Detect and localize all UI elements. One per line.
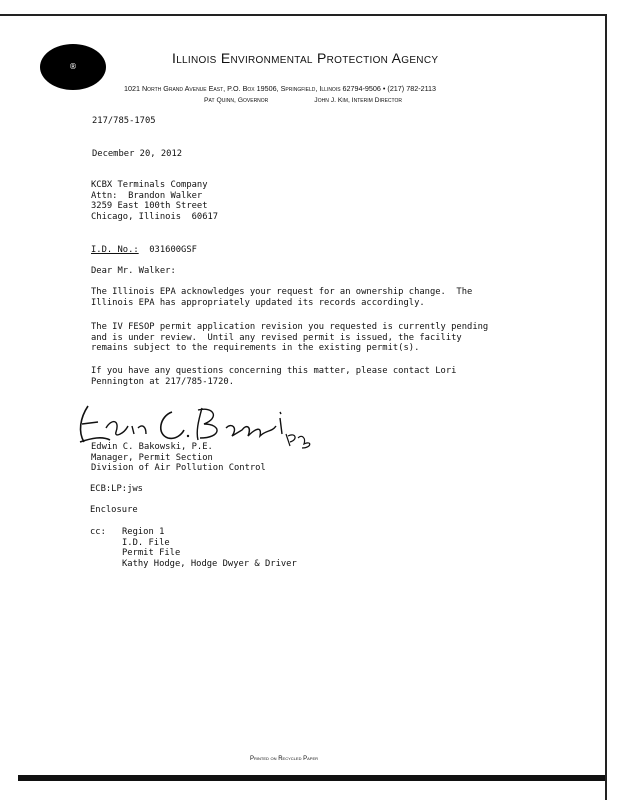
cc-item: Permit File xyxy=(122,548,181,558)
recipient-line: KCBX Terminals Company xyxy=(91,180,208,190)
page-border-top xyxy=(0,14,607,16)
director-name: John J. Kim, Interim Director xyxy=(314,97,402,104)
recycled-paper-note: Printed on Recycled Paper xyxy=(250,756,319,762)
agency-name: Illinois Environmental Protection Agency xyxy=(172,50,439,66)
paragraph-line: The Illinois EPA acknowledges your request for an ownership change. The xyxy=(91,287,473,297)
letter-date: December 20, 2012 xyxy=(92,149,183,159)
paragraph-line: Pennington at 217/785-1720. xyxy=(91,376,234,387)
paragraph-contact xyxy=(91,366,456,387)
cc-label: cc: xyxy=(90,527,106,537)
agency-address: 1021 North Grand Avenue East, P.O. Box 19506, Springfield, Illinois 62794-9506 • (217) 782-2113 xyxy=(124,84,437,93)
sender-phone: 217/785-1705 xyxy=(92,116,156,126)
typist-initials: ECB:LP:jws xyxy=(90,484,143,494)
cc-item: Region 1 xyxy=(122,527,165,537)
signatory-line: Manager, Permit Section xyxy=(91,452,213,463)
recipient-line: Attn: Brandon Walker xyxy=(91,190,203,201)
page-border-right xyxy=(605,14,607,800)
id-label: I.D. No.: xyxy=(91,245,139,255)
signatory-block xyxy=(91,442,266,474)
paragraph-permit-status xyxy=(91,322,488,354)
signatory-line: Division of Air Pollution Control xyxy=(91,463,266,473)
id-number xyxy=(91,245,197,256)
recipient-address xyxy=(91,180,218,222)
id-value: 031600GSF xyxy=(149,245,197,255)
paragraph-line: The IV FESOP permit application revision you requested is currently pending xyxy=(91,322,489,332)
agency-seal-logo: ® xyxy=(40,44,106,90)
paragraph-line: If you have any questions concerning this matter, please contact Lori xyxy=(91,366,457,376)
cc-item: I.D. File xyxy=(122,537,170,548)
cc-list xyxy=(122,527,297,569)
paragraph-line: remains subject to the requirements in the existing permit(s). xyxy=(91,343,420,353)
paragraph-ownership xyxy=(91,287,472,308)
paragraph-line: Illinois EPA has appropriately updated its records accordingly. xyxy=(91,297,425,308)
salutation: Dear Mr. Walker: xyxy=(91,266,176,276)
agency-officers xyxy=(204,97,402,104)
recipient-line: Chicago, Illinois 60617 xyxy=(91,211,219,222)
cc-item: Kathy Hodge, Hodge Dwyer & Driver xyxy=(122,558,297,569)
recipient-line: 3259 East 100th Street xyxy=(91,201,208,211)
page-bottom-rule xyxy=(18,775,605,781)
paragraph-line: and is under review. Until any revised permit is issued, the facility xyxy=(91,332,462,343)
governor-name: Pat Quinn, Governor xyxy=(204,97,269,104)
enclosure-note: Enclosure xyxy=(90,505,138,515)
signatory-line: Edwin C. Bakowski, P.E. xyxy=(91,442,213,452)
